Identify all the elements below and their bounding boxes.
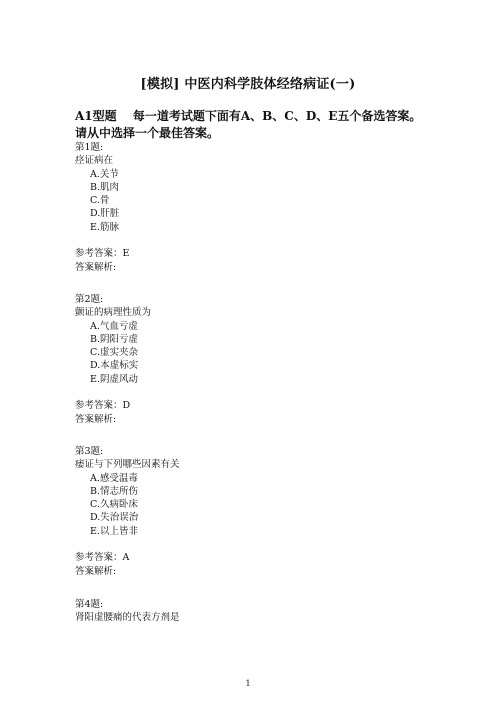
option-e: E.以上皆非 [90,525,138,537]
page-number: 1 [245,679,251,688]
question-stem: 痿证与下列哪些因素有关 [75,459,180,471]
option-d: D.本虚标实 [90,360,139,372]
answer-analysis: 答案解析: [75,565,117,577]
option-a: A.关节 [90,168,119,180]
question-block [75,141,425,274]
option-a: A.感受温毒 [90,472,138,484]
question-stem: 肾阳虚腰痛的代表方剂是 [75,612,180,624]
question-number: 第4题: [75,599,104,610]
question-number: 第1题: [75,142,104,153]
question-number: 第3题: [75,446,104,457]
question-block [75,293,425,426]
option-c: C.骨 [90,195,110,207]
option-e: E.筋脉 [90,221,119,233]
section-header: A1型题 每一道考试题下面有A、B、C、D、E五个备选答案。请从中选择一个最佳答案。 [75,109,422,140]
option-b: B.肌肉 [90,181,120,193]
question-block [75,598,425,625]
question-stem: 痉证病在 [75,155,114,167]
option-b: B.阴阳亏虚 [90,333,139,345]
answer-analysis: 答案解析: [75,413,117,425]
reference-answer: 参考答案：D [75,400,131,412]
option-c: C.久病卧床 [90,499,138,511]
option-c: C.虚实夹杂 [90,347,138,359]
question-number: 第2题: [75,294,104,305]
option-d: D.失治误治 [90,512,139,524]
option-d: D.肝脏 [90,208,120,220]
option-e: E.阴虚风动 [90,373,138,385]
answer-analysis: 答案解析: [75,261,117,273]
question-stem: 颤证的病理性质为 [75,307,152,319]
reference-answer: 参考答案：A [75,552,130,564]
reference-answer: 参考答案：E [75,248,130,260]
option-b: B.情志所伤 [90,485,139,497]
question-block [75,445,425,578]
option-a: A.气血亏虚 [90,320,138,332]
page-title: [模拟] 中医内科学肢体经络病证(一) [140,77,356,92]
